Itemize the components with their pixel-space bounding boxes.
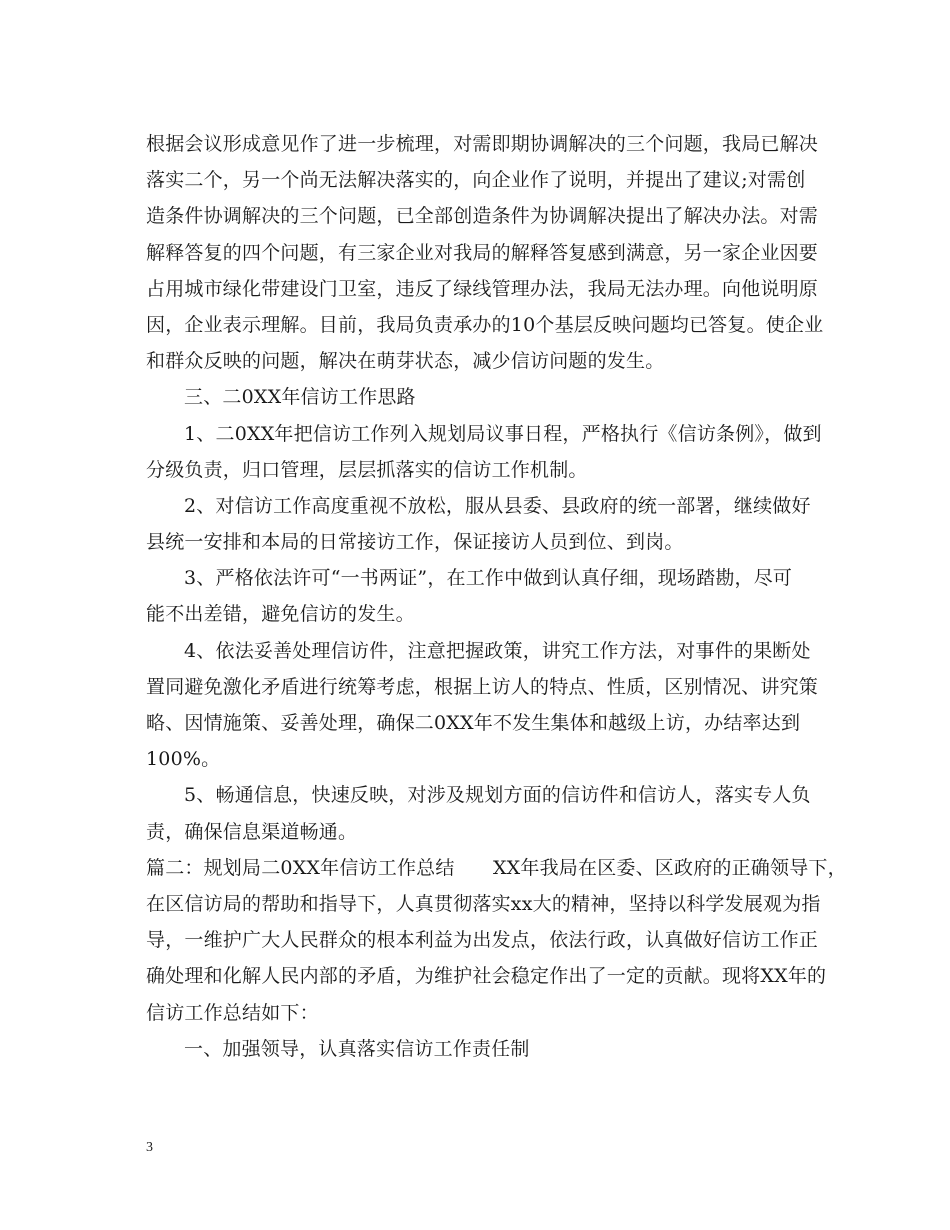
text-line: 略、因情施策、妥善处理，确保二0XX年不发生集体和越级上访，办结率达到 [146,712,801,734]
text-line: 确处理和化解人民内部的矛盾，为维护社会稳定作出了一定的贡献。现将XX年的 [146,965,827,988]
text-line: 县统一安排和本局的日常接访工作，保证接访人员到位、到岗。 [146,531,684,554]
text-line: 2、对信访工作高度重视不放松，服从县委、县政府的统一部署，继续做好 [184,494,811,517]
document-body [146,126,847,1067]
text-line: 解释答复的四个问题，有三家企业对我局的解释答复感到满意，另一家企业因要 [146,241,819,264]
text-line: 分级负责，归口管理，层层抓落实的信访工作机制。 [146,458,588,481]
text-line: 篇二：规划局二0XX年信访工作总结 XX年我局在区委、区政府的正确领导下， [146,856,847,879]
text-line: 1、二0XX年把信访工作列入规划局议事日程，严格执行《信访条例》，做到 [184,422,822,445]
text-line: 5、畅通信息，快速反映，对涉及规划方面的信访件和信访人，落实专人负 [184,784,811,807]
text-line: 3、严格依法许可“一书两证”，在工作中做到认真仔细，现场踏勘，尽可 [184,567,793,590]
section-heading: 三、二0XX年信访工作思路 [184,386,416,409]
text-line: 造条件协调解决的三个问题，已全部创造条件为协调解决提出了解决办法。对需 [146,205,819,228]
text-line: 和群众反映的问题，解决在萌芽状态，减少信访问题的发生。 [146,350,665,373]
page-number: 3 [146,1140,153,1155]
section-heading: 一、加强领导，认真落实信访工作责任制 [184,1037,530,1060]
text-line: 导，一维护广大人民群众的根本利益为出发点，依法行政，认真做好信访工作正 [146,929,819,952]
text-line: 能不出差错，避免信访的发生。 [146,603,415,626]
text-line: 100%。 [146,748,221,771]
text-line: 信访工作总结如下： [146,1001,319,1024]
text-line: 在区信访局的帮助和指导下，人真贯彻落实xx大的精神，坚持以科学发展观为指 [146,892,821,915]
text-line: 根据会议形成意见作了进一步梳理，对需即期协调解决的三个问题，我局已解决 [146,133,819,155]
text-line: 占用城市绿化带建设门卫室，违反了绿线管理办法，我局无法办理。向他说明原 [146,277,819,300]
text-line: 4、依法妥善处理信访件，注意把握政策，讲究工作方法，对事件的果断处 [184,639,811,662]
text-line: 责，确保信息渠道畅通。 [146,820,358,843]
text-line: 落实二个，另一个尚无法解决落实的，向企业作了说明，并提出了建议;对需创 [146,169,806,192]
text-line: 因，企业表示理解。目前，我局负责承办的10个基层反映问题均已答复。使企业 [146,313,824,336]
text-line: 置同避免激化矛盾进行统筹考虑，根据上访人的特点、性质，区别情况、讲究策 [146,675,819,698]
